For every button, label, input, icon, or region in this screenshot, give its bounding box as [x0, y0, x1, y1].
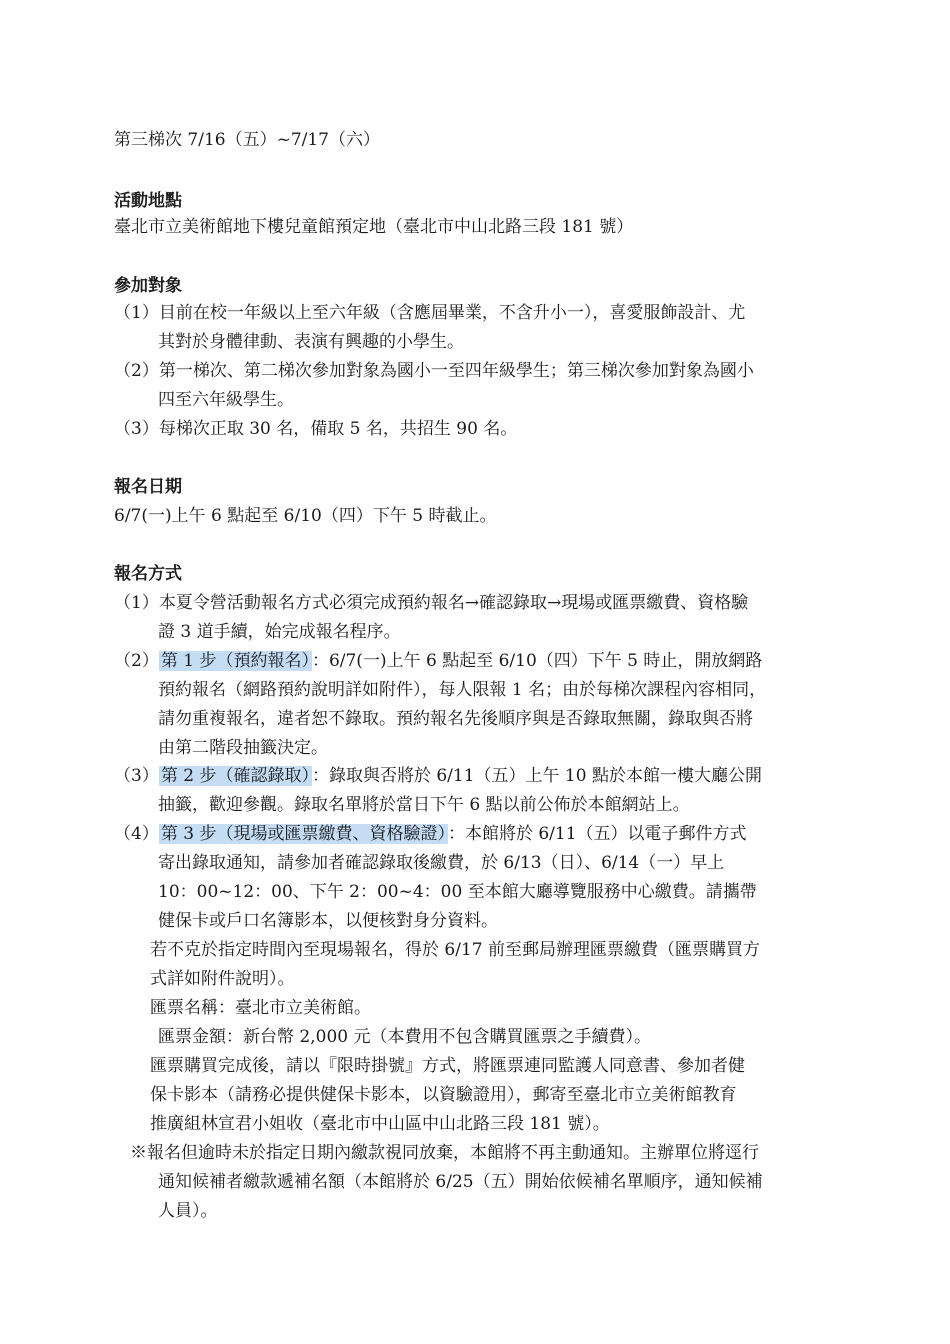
method-item-2-line-1 [114, 649, 762, 673]
note-line-2: 通知候補者繳款遞補名額（本館將於 6/25（五）開始依候補名單順序，通知候補 [158, 1172, 763, 1192]
money-order-amount: 匯票金額：新台幣 2,000 元（本費用不包含購買匯票之手續費）。 [158, 1027, 651, 1047]
method-item-4-line-1-rest: ：本館將於 6/11（五）以電子郵件方式 [447, 824, 747, 844]
method-item-2-line-1-rest: ：6/7(一)上午 6 點起至 6/10（四）下午 5 時止，開放網路 [311, 651, 763, 671]
method-item-4-line-4: 健保卡或戶口名簿影本，以便核對身分資料。 [158, 911, 498, 931]
mail-order-line-2: 式詳如附件說明）。 [150, 969, 295, 989]
after-purchase-line-1: 匯票購買完成後，請以『限時掛號』方式，將匯票連同監護人同意書、參加者健 [150, 1056, 745, 1076]
step-1-highlight: 第 1 步（預約報名） [160, 651, 310, 671]
method-item-4-number: （4） [114, 824, 159, 844]
step-3-highlight: 第 3 步（現場或匯票繳費、資格驗證） [160, 824, 446, 844]
location-heading: 活動地點 [114, 191, 182, 211]
method-item-3-number: （3） [114, 766, 159, 786]
money-order-name: 匯票名稱：臺北市立美術館。 [150, 998, 371, 1018]
after-purchase-line-2: 保卡影本（請務必提供健保卡影本，以資驗證用），郵寄至臺北市立美術館教育 [150, 1085, 737, 1105]
participants-item-1-line-1: （1）目前在校一年級以上至六年級（含應屆畢業，不含升小一），喜愛服飾設計、尤 [114, 303, 746, 323]
method-item-4-line-3: 10：00~12：00、下午 2：00~4：00 至本館大廳導覽服務中心繳費。請攜帶 [158, 882, 757, 902]
registration-date-text: 6/7(一)上午 6 點起至 6/10（四）下午 5 時截止。 [114, 506, 497, 526]
method-item-1-line-1: （1）本夏令營活動報名方式必須完成預約報名→確認錄取→現場或匯票繳費、資格驗 [114, 593, 749, 613]
method-item-2-line-3: 請勿重複報名，違者恕不錄取。預約報名先後順序與是否錄取無關，錄取與否將 [158, 709, 753, 729]
location-text: 臺北市立美術館地下樓兒童館預定地（臺北市中山北路三段 181 號） [114, 217, 634, 237]
participants-item-1-line-2: 其對於身體律動、表演有興趣的小學生。 [158, 332, 464, 352]
registration-method-heading: 報名方式 [114, 564, 182, 584]
method-item-1-line-2: 證 3 道手續，始完成報名程序。 [158, 622, 401, 642]
step-2-highlight: 第 2 步（確認錄取） [160, 766, 310, 786]
participants-item-3-line-1: （3）每梯次正取 30 名，備取 5 名，共招生 90 名。 [114, 419, 518, 439]
participants-item-2-line-2: 四至六年級學生。 [158, 390, 294, 410]
note-line-3: 人員）。 [158, 1201, 218, 1221]
participants-heading: 參加對象 [114, 276, 182, 296]
method-item-3-line-1-rest: ：錄取與否將於 6/11（五）上午 10 點於本館一樓大廳公開 [311, 766, 762, 786]
method-item-2-number: （2） [114, 651, 159, 671]
note-line-1: ※報名但逾時未於指定日期內繳款視同放棄，本館將不再主動通知。主辦單位將逕行 [130, 1143, 759, 1163]
method-item-2-line-4: 由第二階段抽籤決定。 [158, 738, 328, 758]
method-item-3-line-2: 抽籤，歡迎參觀。錄取名單將於當日下午 6 點以前公佈於本館網站上。 [158, 795, 690, 815]
method-item-2-line-2: 預約報名（網路預約說明詳如附件），每人限報 1 名；由於每梯次課程內容相同， [158, 680, 767, 700]
third-batch-schedule: 第三梯次 7/16（五）~7/17（六） [114, 130, 380, 150]
method-item-4-line-2: 寄出錄取通知，請參加者確認錄取後繳費，於 6/13（日）、6/14（一）早上 [158, 853, 725, 873]
participants-item-2-line-1: （2）第一梯次、第二梯次參加對象為國小一至四年級學生；第三梯次參加對象為國小 [114, 361, 754, 381]
method-item-4-line-1 [114, 822, 747, 846]
mail-order-line-1: 若不克於指定時間內至現場報名，得於 6/17 前至郵局辦理匯票繳費（匯票購買方 [150, 940, 760, 960]
after-purchase-line-3: 推廣組林宣君小姐收（臺北市中山區中山北路三段 181 號）。 [150, 1114, 610, 1134]
method-item-3-line-1 [114, 764, 762, 788]
registration-date-heading: 報名日期 [114, 477, 182, 497]
